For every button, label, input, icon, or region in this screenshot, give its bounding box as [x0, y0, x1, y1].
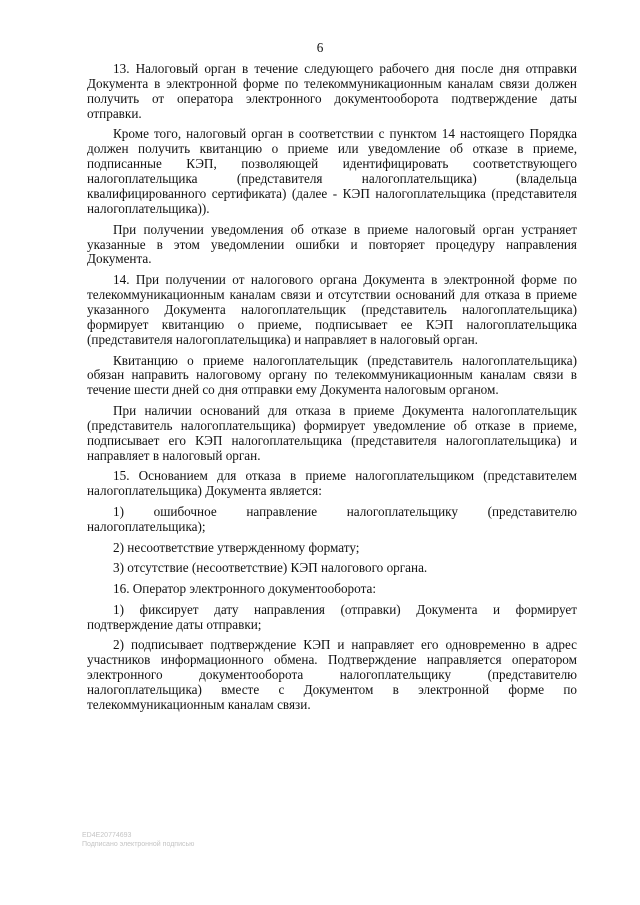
paragraph-14-receipt: Квитанцию о приеме налогоплательщик (представитель налогоплательщика) обязан направить налоговому органу по телекоммуникационным каналам связи в течение шести дней со дня отправки ему Документа налоговым органом. — [87, 352, 577, 398]
paragraph-13-addition: Кроме того, налоговый орган в соответствии с пунктом 14 настоящего Порядка должен получить квитанцию о приеме или уведомление об отказе в приеме, подписанные КЭП, позволяющей идентифицировать соответствующего налогоплательщика (представителя налогоплательщика) (владельца квалифицированного сертификата) (далее - КЭП налогоплательщика (представителя налогоплательщика)). — [87, 126, 577, 216]
list-item-16-1: 1) фиксирует дату направления (отправки) Документа и формирует подтверждение даты отправки; — [87, 601, 577, 632]
document-body — [87, 62, 577, 719]
list-item-15-1: 1) ошибочное направление налогоплательщику (представителю налогоплательщика); — [87, 504, 577, 534]
paragraph-13: 13. Налоговый орган в течение следующего рабочего дня после дня отправки Документа в электронной форме по телекоммуникационным каналам связи должен получить от оператора электронного документооборота подтверждение даты отправки. — [87, 61, 577, 121]
paragraph-13-refusal: При получении уведомления об отказе в приеме налоговый орган устраняет указанные в этом уведомлении ошибки и повторяет процедуру направления Документа. — [87, 221, 577, 267]
footer-line-2: Подписано электронной подписью — [82, 841, 195, 848]
paragraph-16: 16. Оператор электронного документооборота: — [113, 581, 377, 597]
list-item-16-2: 2) подписывает подтверждение КЭП и направляет его одновременно в адрес участников информационного обмена. Подтверждение направляется оператором электронного документооборота налогоплательщику (представителю налогоплательщика) вместе с Документом в электронной форме по телекоммуникационным каналам связи. — [87, 637, 577, 712]
page-number: 6 — [316, 40, 324, 55]
list-item-15-3: 3) отсутствие (несоответствие) КЭП налогового органа. — [113, 560, 428, 576]
paragraph-15: 15. Основанием для отказа в приеме налогоплательщиком (представителем налогоплательщика) Документа является: — [87, 468, 577, 499]
footer-line-1: ED4E20774693 — [82, 832, 132, 839]
footer-stamp — [82, 831, 194, 849]
paragraph-14: 14. При получении от налогового органа Документа в электронной форме по телекоммуникационным каналам связи и отсутствии оснований для отказа в приеме указанного Документа налогоплательщик (представитель налогоплательщика) формирует квитанцию о приеме, подписывает ее КЭП налогоплательщика (представителя налогоплательщика) и направляет в налоговый орган. — [87, 272, 577, 347]
list-item-15-2: 2) несоответствие утвержденному формату; — [113, 539, 360, 555]
paragraph-14-refusal: При наличии оснований для отказа в приеме Документа налогоплательщик (представитель налогоплательщика) формирует уведомление об отказе в приеме, подписывает его КЭП налогоплательщика (представителя налогоплательщика) и направляет в налоговый орган. — [87, 403, 577, 463]
